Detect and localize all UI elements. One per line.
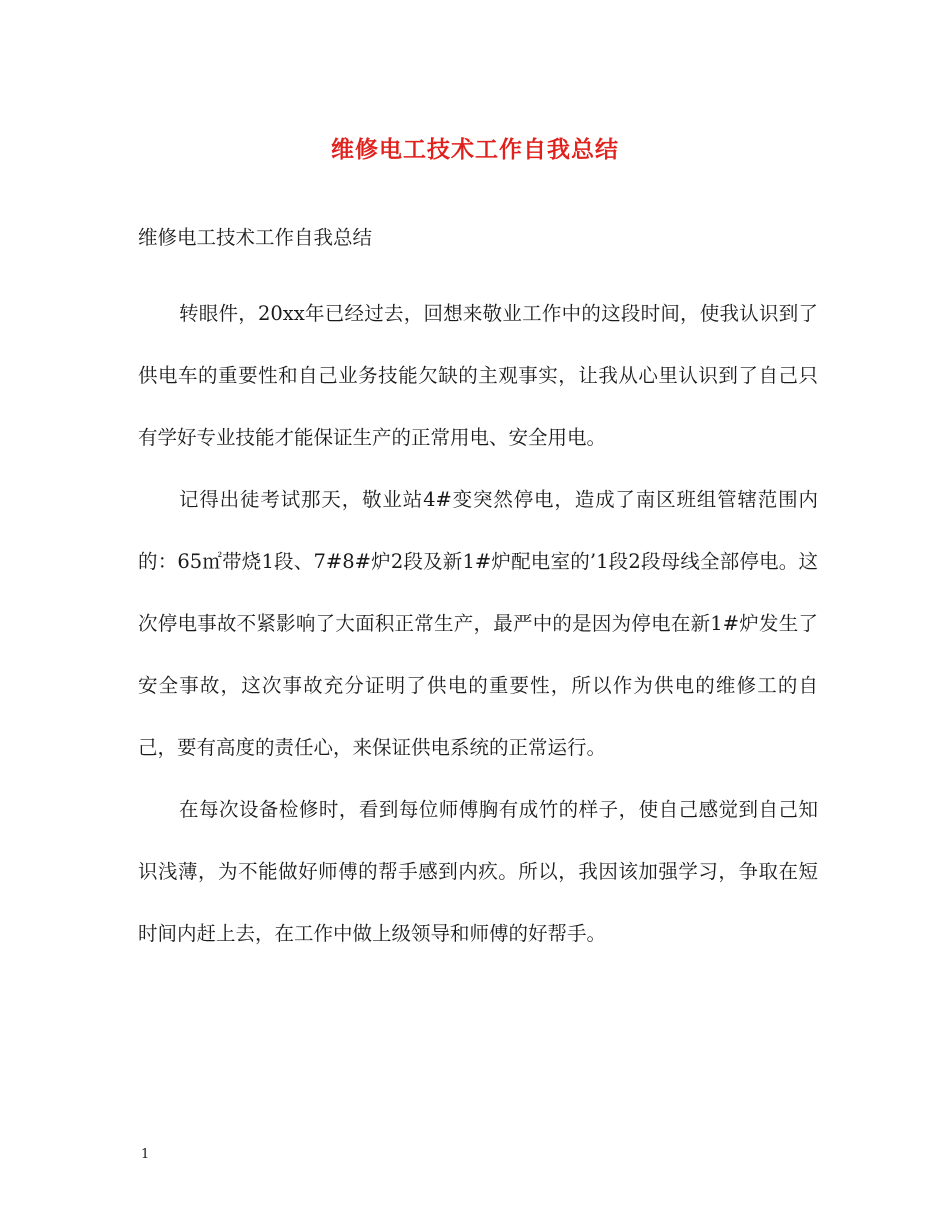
paragraph-1: 转眼件，20xx年已经过去，回想来敬业工作中的这段时间，使我认识到了供电车的重要性和自己业务技能欠缺的主观事实，让我从心里认识到了自己只有学好专业技能才能保证生产的正常用电、安全用电。: [138, 302, 818, 449]
paragraph-2: 记得出徒考试那天，敬业站4#变突然停电，造成了南区班组管辖范围内的：65㎡带烧1段、7#8#炉2段及新1#炉配电室的’1段2段母线全部停电。这次停电事故不紧影响了大面积正常生产，最严中的是因为停电在新1#炉发生了安全事故，这次事故充分证明了供电的重要性，所以作为供电的维修工的自己，要有高度的责任心，来保证供电系统的正常运行。: [138, 488, 818, 759]
page-number: 1: [141, 1147, 150, 1162]
document-body: [138, 215, 818, 965]
paragraph-3: 在每次设备检修时，看到每位师傅胸有成竹的样子，使自己感觉到自己知识浅薄，为不能做好师傅的帮手感到内疚。所以，我因该加强学习，争取在短时间内赶上去，在工作中做上级领导和师傅的好帮手。: [138, 798, 818, 945]
document-title: 维修电工技术工作自我总结: [331, 136, 619, 163]
document-subtitle: 维修电工技术工作自我总结: [138, 226, 373, 249]
